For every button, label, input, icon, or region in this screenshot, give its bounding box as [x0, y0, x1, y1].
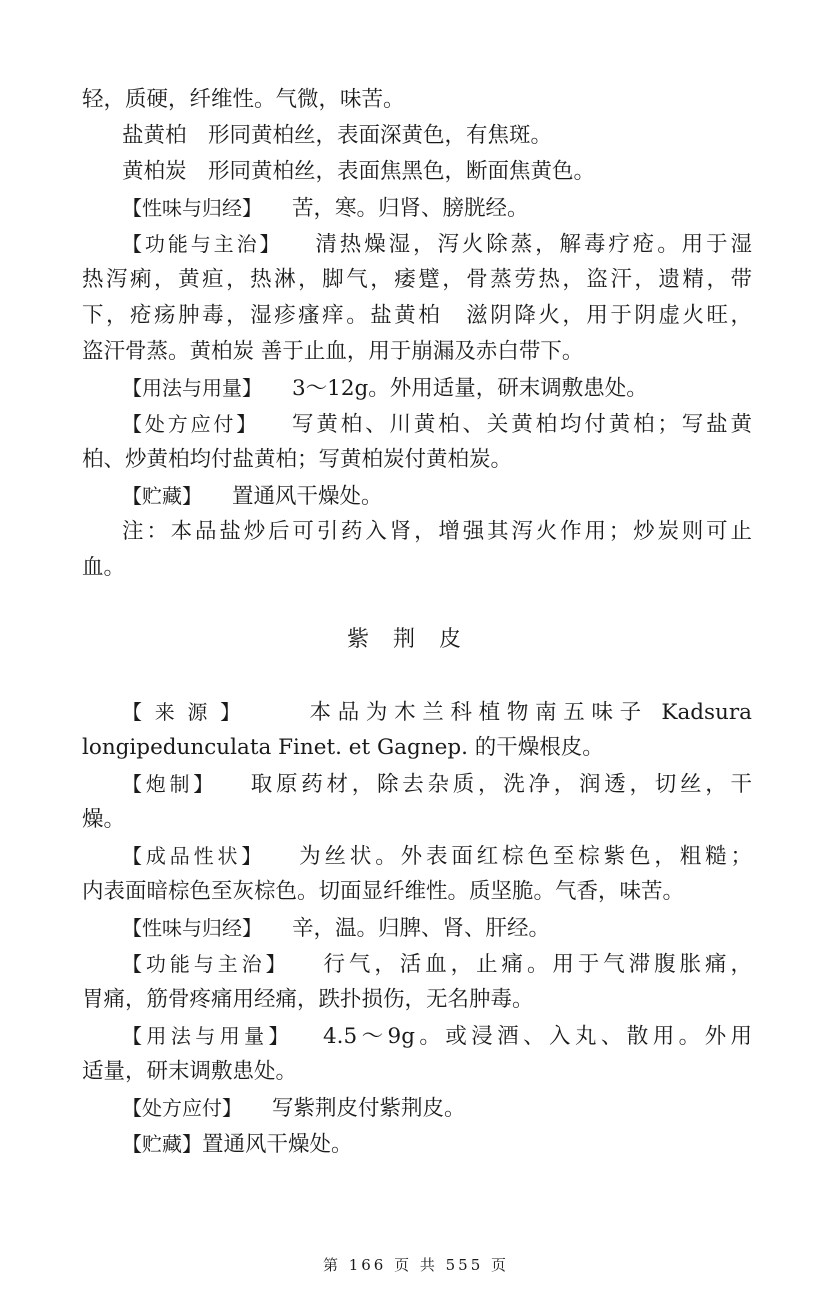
- entry-label: 【性味与归经】: [122, 916, 262, 940]
- entry-text: 置通风干燥处。: [232, 484, 383, 509]
- body-line: 轻，质硬，纤维性。气微，味苦。: [82, 87, 405, 112]
- body-line: 内表面暗棕色至灰棕色。切面显纤维性。质坚脆。气香，味苦。: [82, 879, 685, 904]
- storage-entry: [122, 1126, 752, 1163]
- entry-text: 写黄柏、川黄柏、关黄柏均付黄柏；写盐黄: [289, 412, 752, 437]
- entry-text: 行气，活血，止痛。用于气滞腹胀痛，: [319, 952, 752, 977]
- usage-entry: [122, 1018, 752, 1055]
- function-entry: [122, 946, 752, 983]
- entry-label: 【功能与主治】: [122, 952, 290, 976]
- entry-label: 【贮藏】: [122, 1132, 202, 1156]
- page-number: 第 166 页 共 555 页: [322, 1256, 510, 1274]
- storage-entry: [122, 478, 752, 515]
- body-line: 盗汗骨蒸。黄柏炭 善于止血，用于崩漏及赤白带下。: [82, 339, 584, 364]
- traits-entry: [122, 838, 752, 875]
- body-line: 盐黄柏 形同黄柏丝，表面深黄色，有焦斑。: [122, 123, 553, 148]
- section-title: 紫荆皮: [346, 627, 485, 652]
- entry-text: 4.5～9g。或浸酒、入丸、散用。外用: [322, 1024, 753, 1049]
- entry-label: 【成品性状】: [122, 844, 266, 868]
- flavor-entry: [122, 910, 752, 947]
- entry-label: 【处方应付】: [122, 1096, 242, 1120]
- entry-text: 清热燥湿，泻火除蒸，解毒疗疮。用于湿: [312, 232, 752, 257]
- body-line: 下，疮疡肿毒，湿疹瘙痒。盐黄柏 滋阴降火，用于阴虚火旺，: [82, 303, 752, 328]
- body-line: 热泻痢，黄疸，热淋，脚气，痿躄，骨蒸劳热，盗汗，遗精，带: [82, 267, 752, 292]
- entry-text: 置通风干燥处。: [202, 1132, 353, 1157]
- body-line: 燥。: [82, 807, 126, 832]
- entry-text: 本品为木兰科植物南五味子 Kadsura: [302, 700, 752, 725]
- entry-label: 【来源】: [122, 700, 253, 724]
- body-line: longipedunculata Finet. et Gagnep. 的干燥根皮。: [82, 735, 604, 760]
- entry-label: 【性味与归经】: [122, 196, 262, 220]
- flavor-entry: [122, 190, 752, 227]
- body-line: 胃痛，筋骨疼痛用经痛，跌扑损伤，无名肿毒。: [82, 987, 534, 1012]
- entry-label: 【用法与用量】: [122, 376, 262, 400]
- usage-entry: [122, 370, 752, 407]
- entry-text: 苦，寒。归肾、膀胱经。: [292, 196, 529, 221]
- entry-label: 【贮藏】: [122, 484, 202, 508]
- entry-text: 写紫荆皮付紫荆皮。: [272, 1096, 466, 1121]
- entry-text: 3～12g。外用适量，研末调敷患处。: [292, 376, 648, 401]
- processing-entry: [122, 766, 752, 803]
- note-line: 血。: [82, 555, 126, 580]
- note-line: 注：本品盐炒后可引药入肾，增强其泻火作用；炒炭则可止: [122, 519, 752, 544]
- body-line: 柏、炒黄柏均付盐黄柏；写黄柏炭付黄柏炭。: [82, 447, 513, 472]
- prescription-entry: [122, 406, 752, 443]
- body-line: 适量，研末调敷患处。: [82, 1059, 298, 1084]
- body-line: 黄柏炭 形同黄柏丝，表面焦黑色，断面焦黄色。: [122, 159, 596, 184]
- entry-label: 【用法与用量】: [122, 1024, 293, 1048]
- entry-text: 为丝状。外表面红棕色至棕紫色，粗糙；: [295, 844, 752, 869]
- entry-text: 辛，温。归脾、肾、肝经。: [292, 916, 551, 941]
- prescription-entry: [122, 1090, 752, 1127]
- entry-text: 取原药材，除去杂质，洗净，润透，切丝，干: [247, 772, 752, 797]
- entry-label: 【处方应付】: [122, 412, 260, 436]
- entry-label: 【炮制】: [122, 772, 217, 796]
- source-entry: [122, 694, 752, 731]
- function-entry: [122, 226, 752, 263]
- entry-label: 【功能与主治】: [122, 232, 283, 256]
